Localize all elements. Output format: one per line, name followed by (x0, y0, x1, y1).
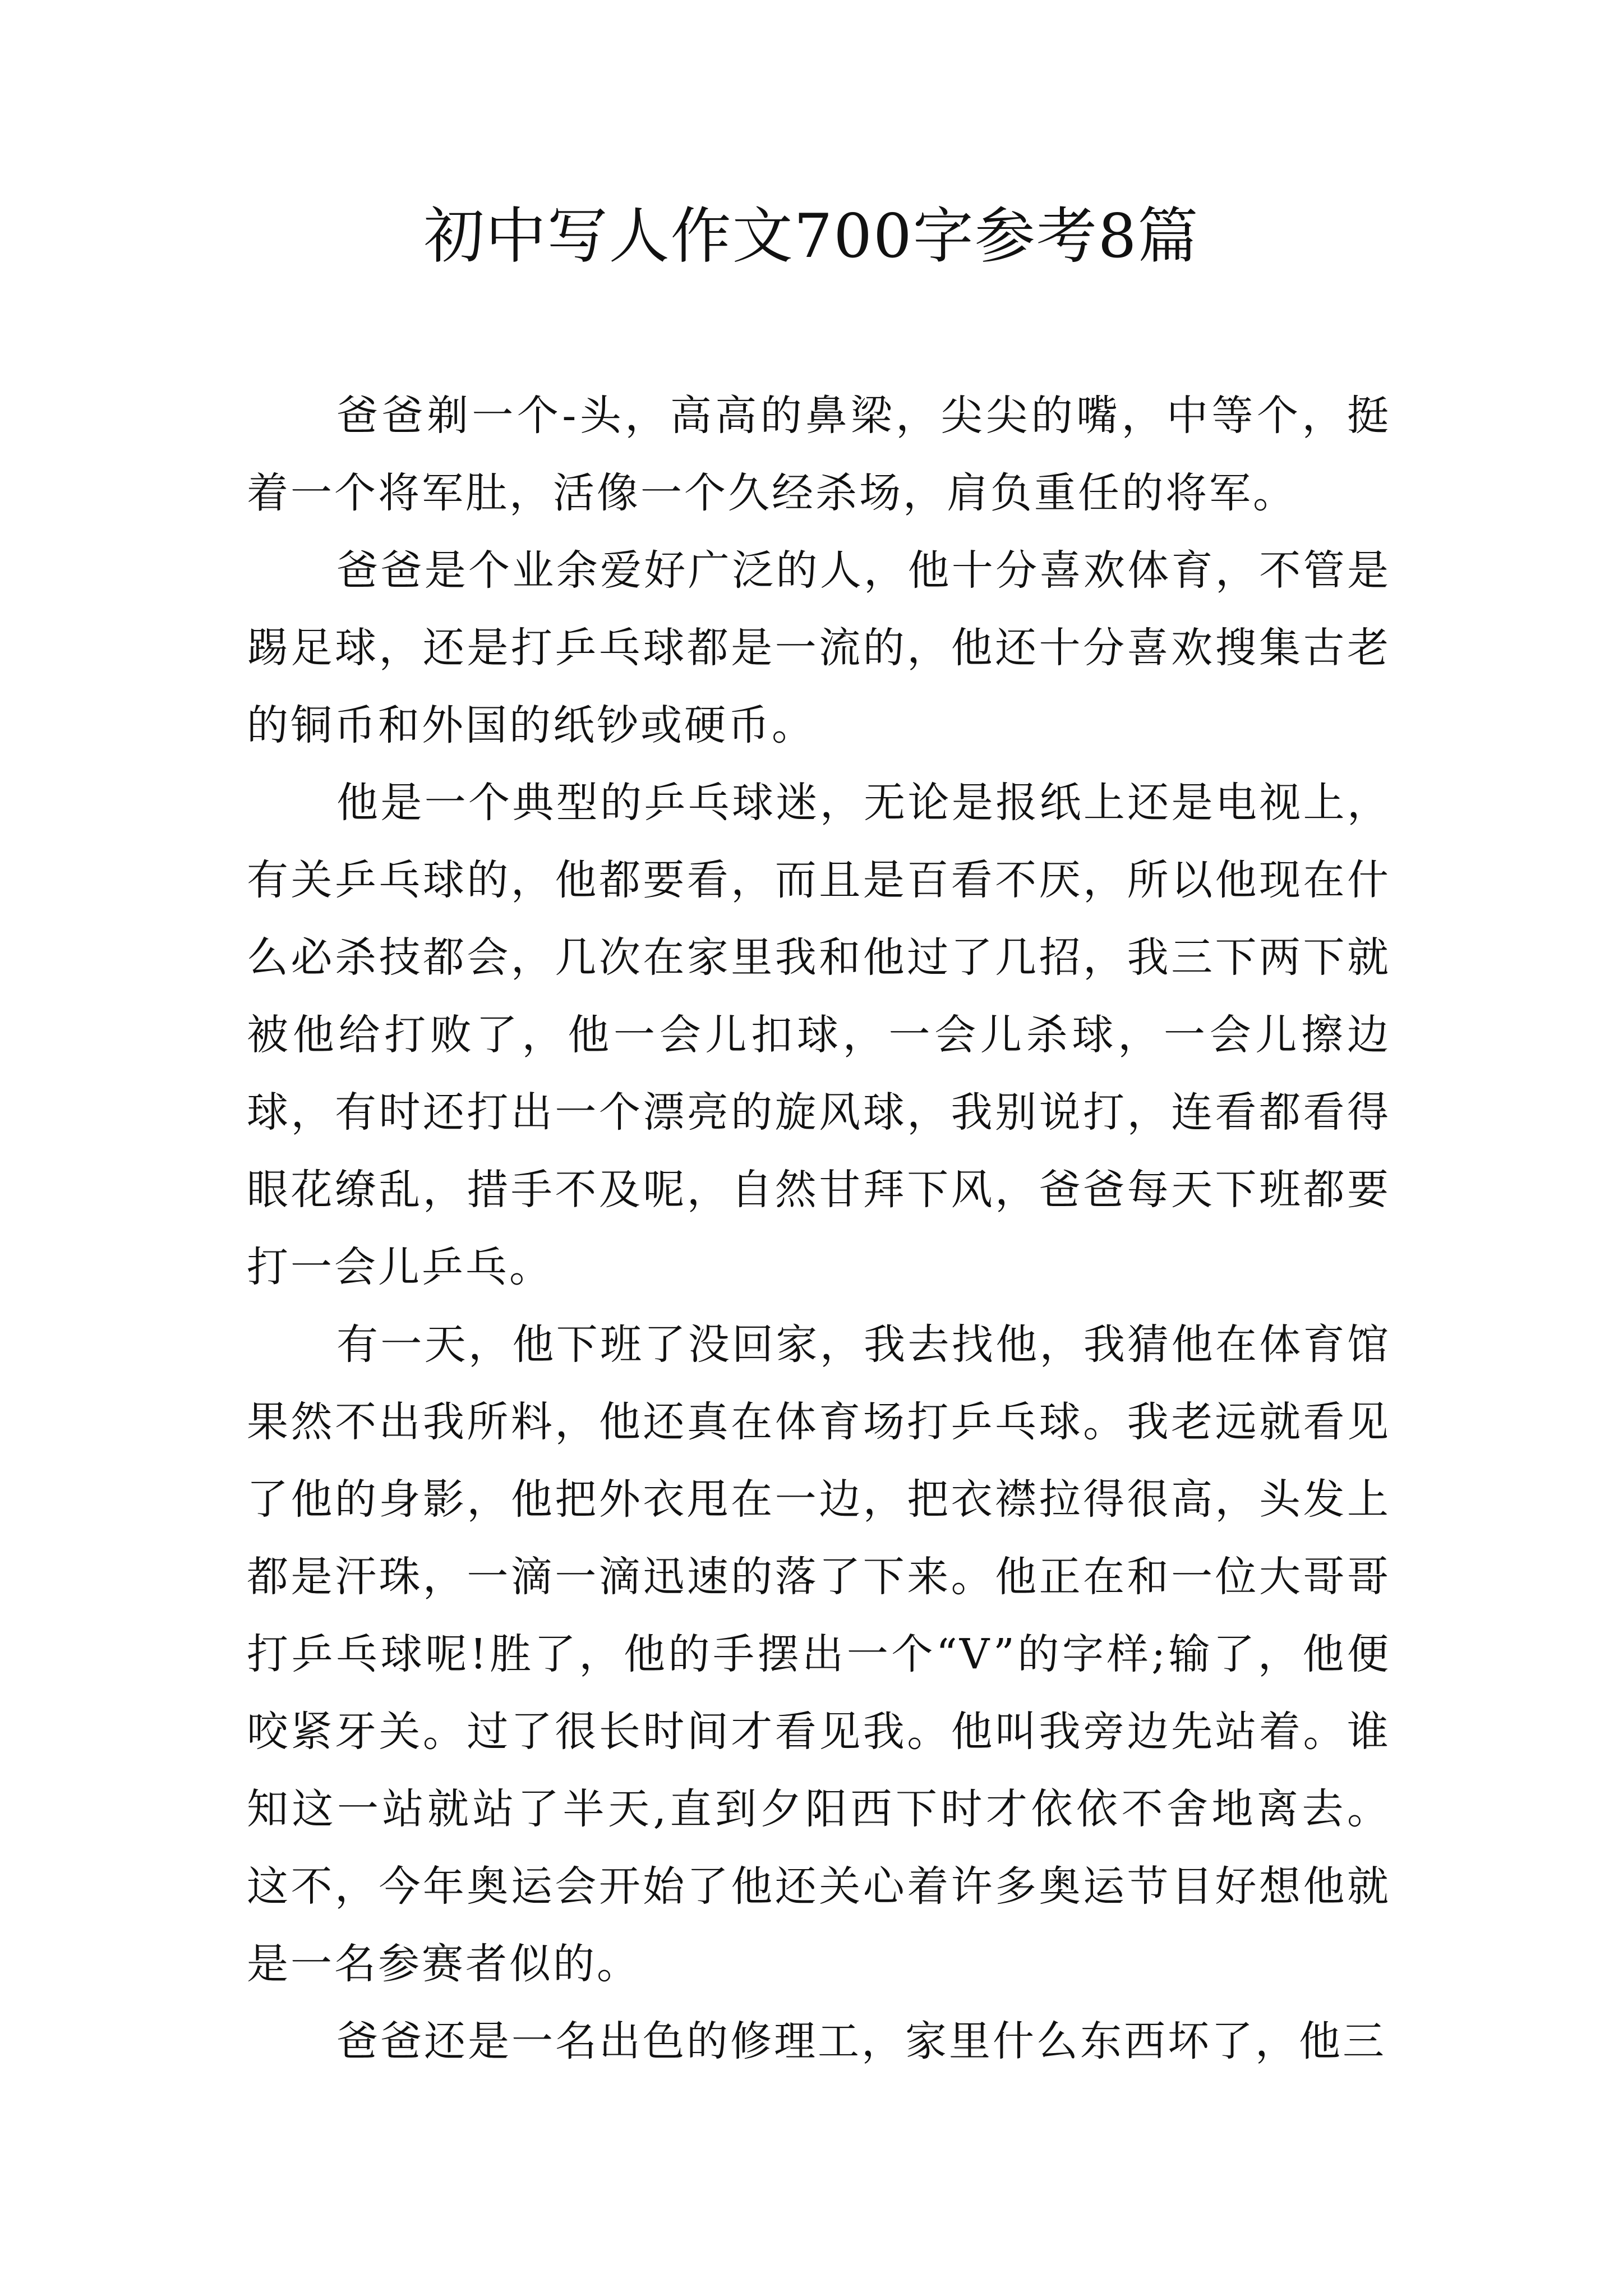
paragraph: 爸爸还是一名出色的修理工，家里什么东西坏了，他三 (336, 2017, 1386, 2065)
document-body (247, 377, 1391, 2080)
paragraph: 有一天，他下班了没回家，我去找他，我猜他在体育馆果然不出我所料，他还真在体育场打乒乓球。我老远就看见了他的身影，他把外衣甩在一边，把衣襟拉得很高，头发上都是汗珠，一滴一滴迅速的落了下来。他正在和一位大哥哥打乒乓球呢!胜了，他的手摆出一个“V”的字样;输了，他便咬紧牙关。过了很长时间才看见我。他叫我旁边先站着。谁知这一站就站了半天,直到夕阳西下时才依依不舍地离去。这不，今年奥运会开始了他还关心着许多奥运节目好想他就是一名参赛者似的。 (247, 1320, 1391, 1988)
paragraph: 他是一个典型的乒乓球迷，无论是报纸上还是电视上，有关乒乓球的，他都要看，而且是百看不厌，所以他现在什么必杀技都会，几次在家里我和他过了几招，我三下两下就被他给打败了，他一会儿扣球，一会儿杀球，一会儿擦边球，有时还打出一个漂亮的旋风球，我别说打，连看都看得眼花缭乱，措手不及呢，自然甘拜下风，爸爸每天下班都要打一会儿乒乓。 (247, 779, 1391, 1291)
paragraph: 爸爸是个业余爱好广泛的人，他十分喜欢体育，不管是踢足球，还是打乒乓球都是一流的，他还十分喜欢搜集古老的铜币和外国的纸钞或硬币。 (247, 546, 1391, 749)
document-title: 初中写人作文700字参考8篇 (423, 201, 1200, 272)
paragraph: 爸爸剃一个-头，高高的鼻梁，尖尖的嘴，中等个，挺着一个将军肚，活像一个久经杀场，肩负重任的将军。 (247, 392, 1391, 517)
